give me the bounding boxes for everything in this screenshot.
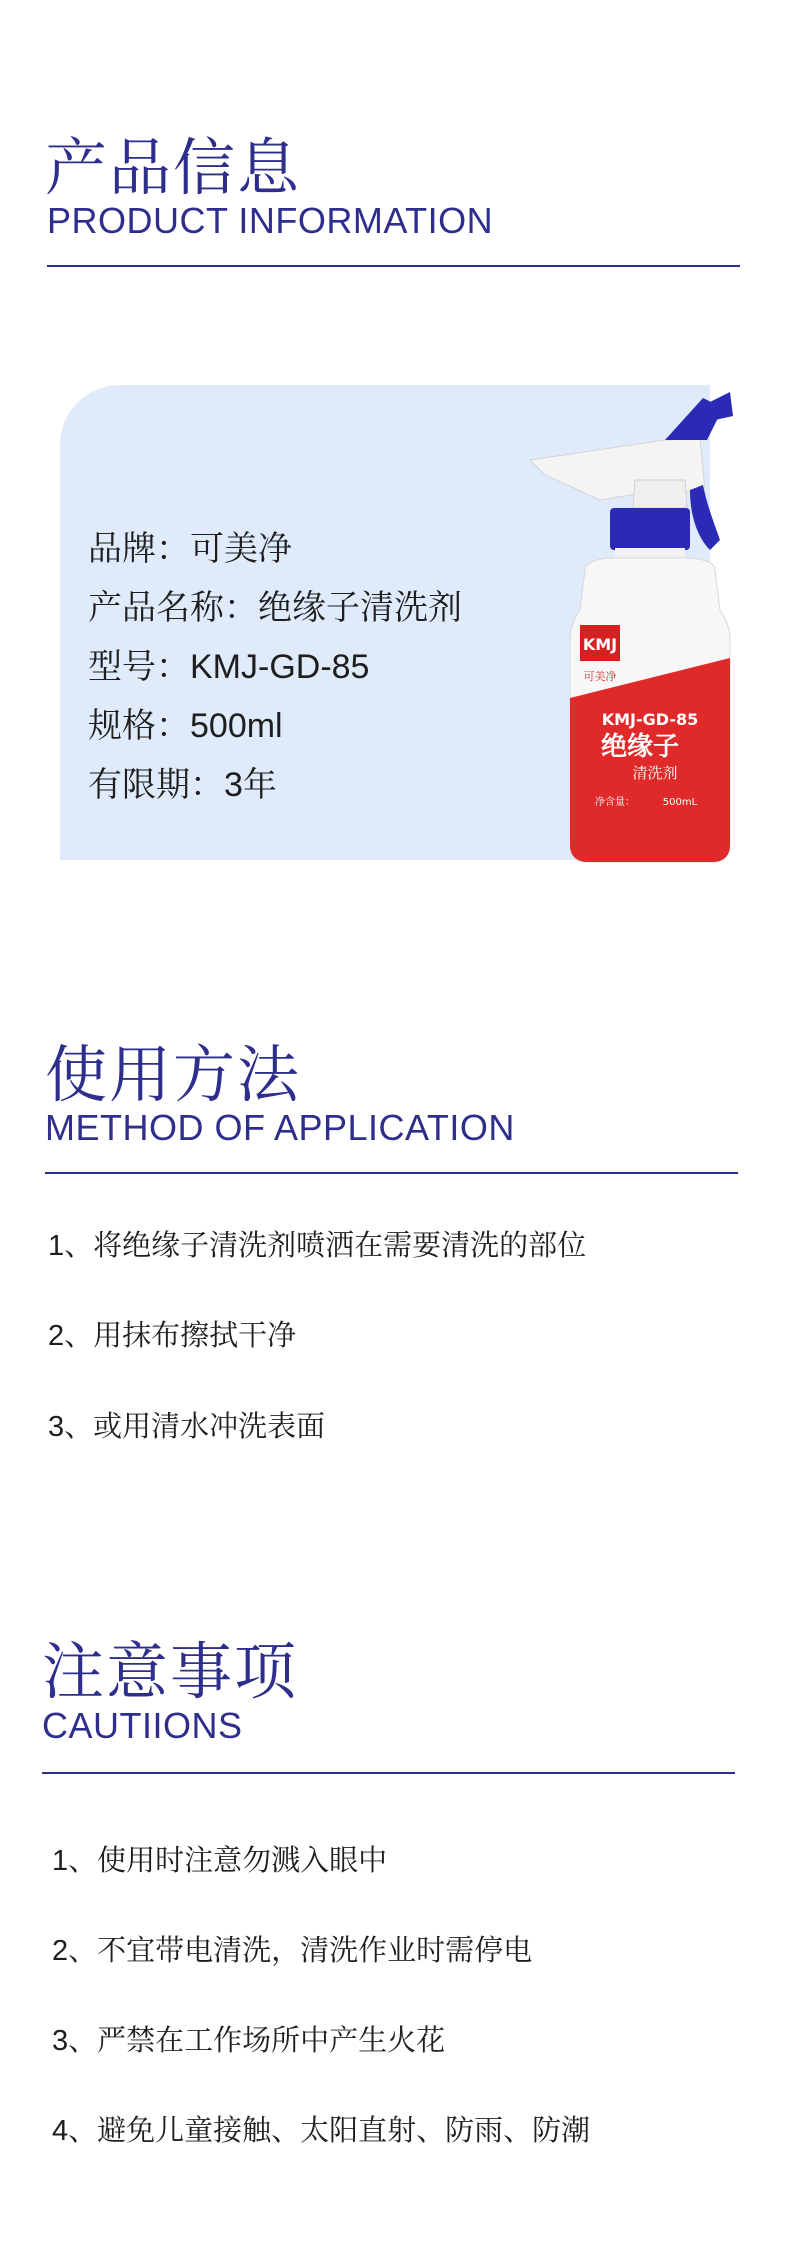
bottle-volume: 500mL [662,797,698,808]
caution-step-3: 3、严禁在工作场所中产生火花 [52,2025,446,2057]
caution-step-2: 2、不宜带电清洗，清洗作业时需停电 [52,1935,533,1967]
svg-text:KMJ: KMJ [582,635,618,654]
product-info-subtitle: PRODUCT INFORMATION [47,200,494,241]
bottle-logo-text: 可美净 [583,670,617,683]
product-info-divider [47,265,740,267]
info-brand: 品牌：可美净 [88,530,292,568]
product-info-title: 产品信息 [45,134,302,203]
bottle-model: KMJ-GD-85 [601,710,699,729]
method-step-2: 2、用抹布擦拭干净 [48,1320,297,1352]
info-product-name: 产品名称：绝缘子清洗剂 [88,589,462,627]
cautions-subtitle: CAUTIIONS [42,1705,243,1746]
product-bottle-image [515,380,740,865]
method-subtitle: METHOD OF APPLICATION [45,1107,515,1148]
info-expiry: 有限期：3年 [88,766,277,804]
method-divider [45,1172,738,1174]
info-model: 型号：KMJ-GD-85 [88,648,370,686]
product-info-list [88,520,462,815]
cautions-title: 注意事项 [42,1638,299,1707]
bottle-net-label: 净含量： [595,797,635,808]
bottle-subname: 清洗剂 [632,764,678,782]
info-spec: 规格：500ml [88,707,283,745]
cautions-divider [42,1772,735,1774]
method-step-3: 3、或用清水冲洗表面 [48,1411,326,1443]
caution-step-4: 4、避免儿童接触、太阳直射、防雨、防潮 [52,2115,591,2147]
bottle-name: 绝缘子 [600,732,680,762]
method-title: 使用方法 [45,1041,302,1110]
caution-step-1: 1、使用时注意勿溅入眼中 [52,1845,388,1877]
method-step-1: 1、将绝缘子清洗剂喷洒在需要清洗的部位 [48,1230,587,1262]
